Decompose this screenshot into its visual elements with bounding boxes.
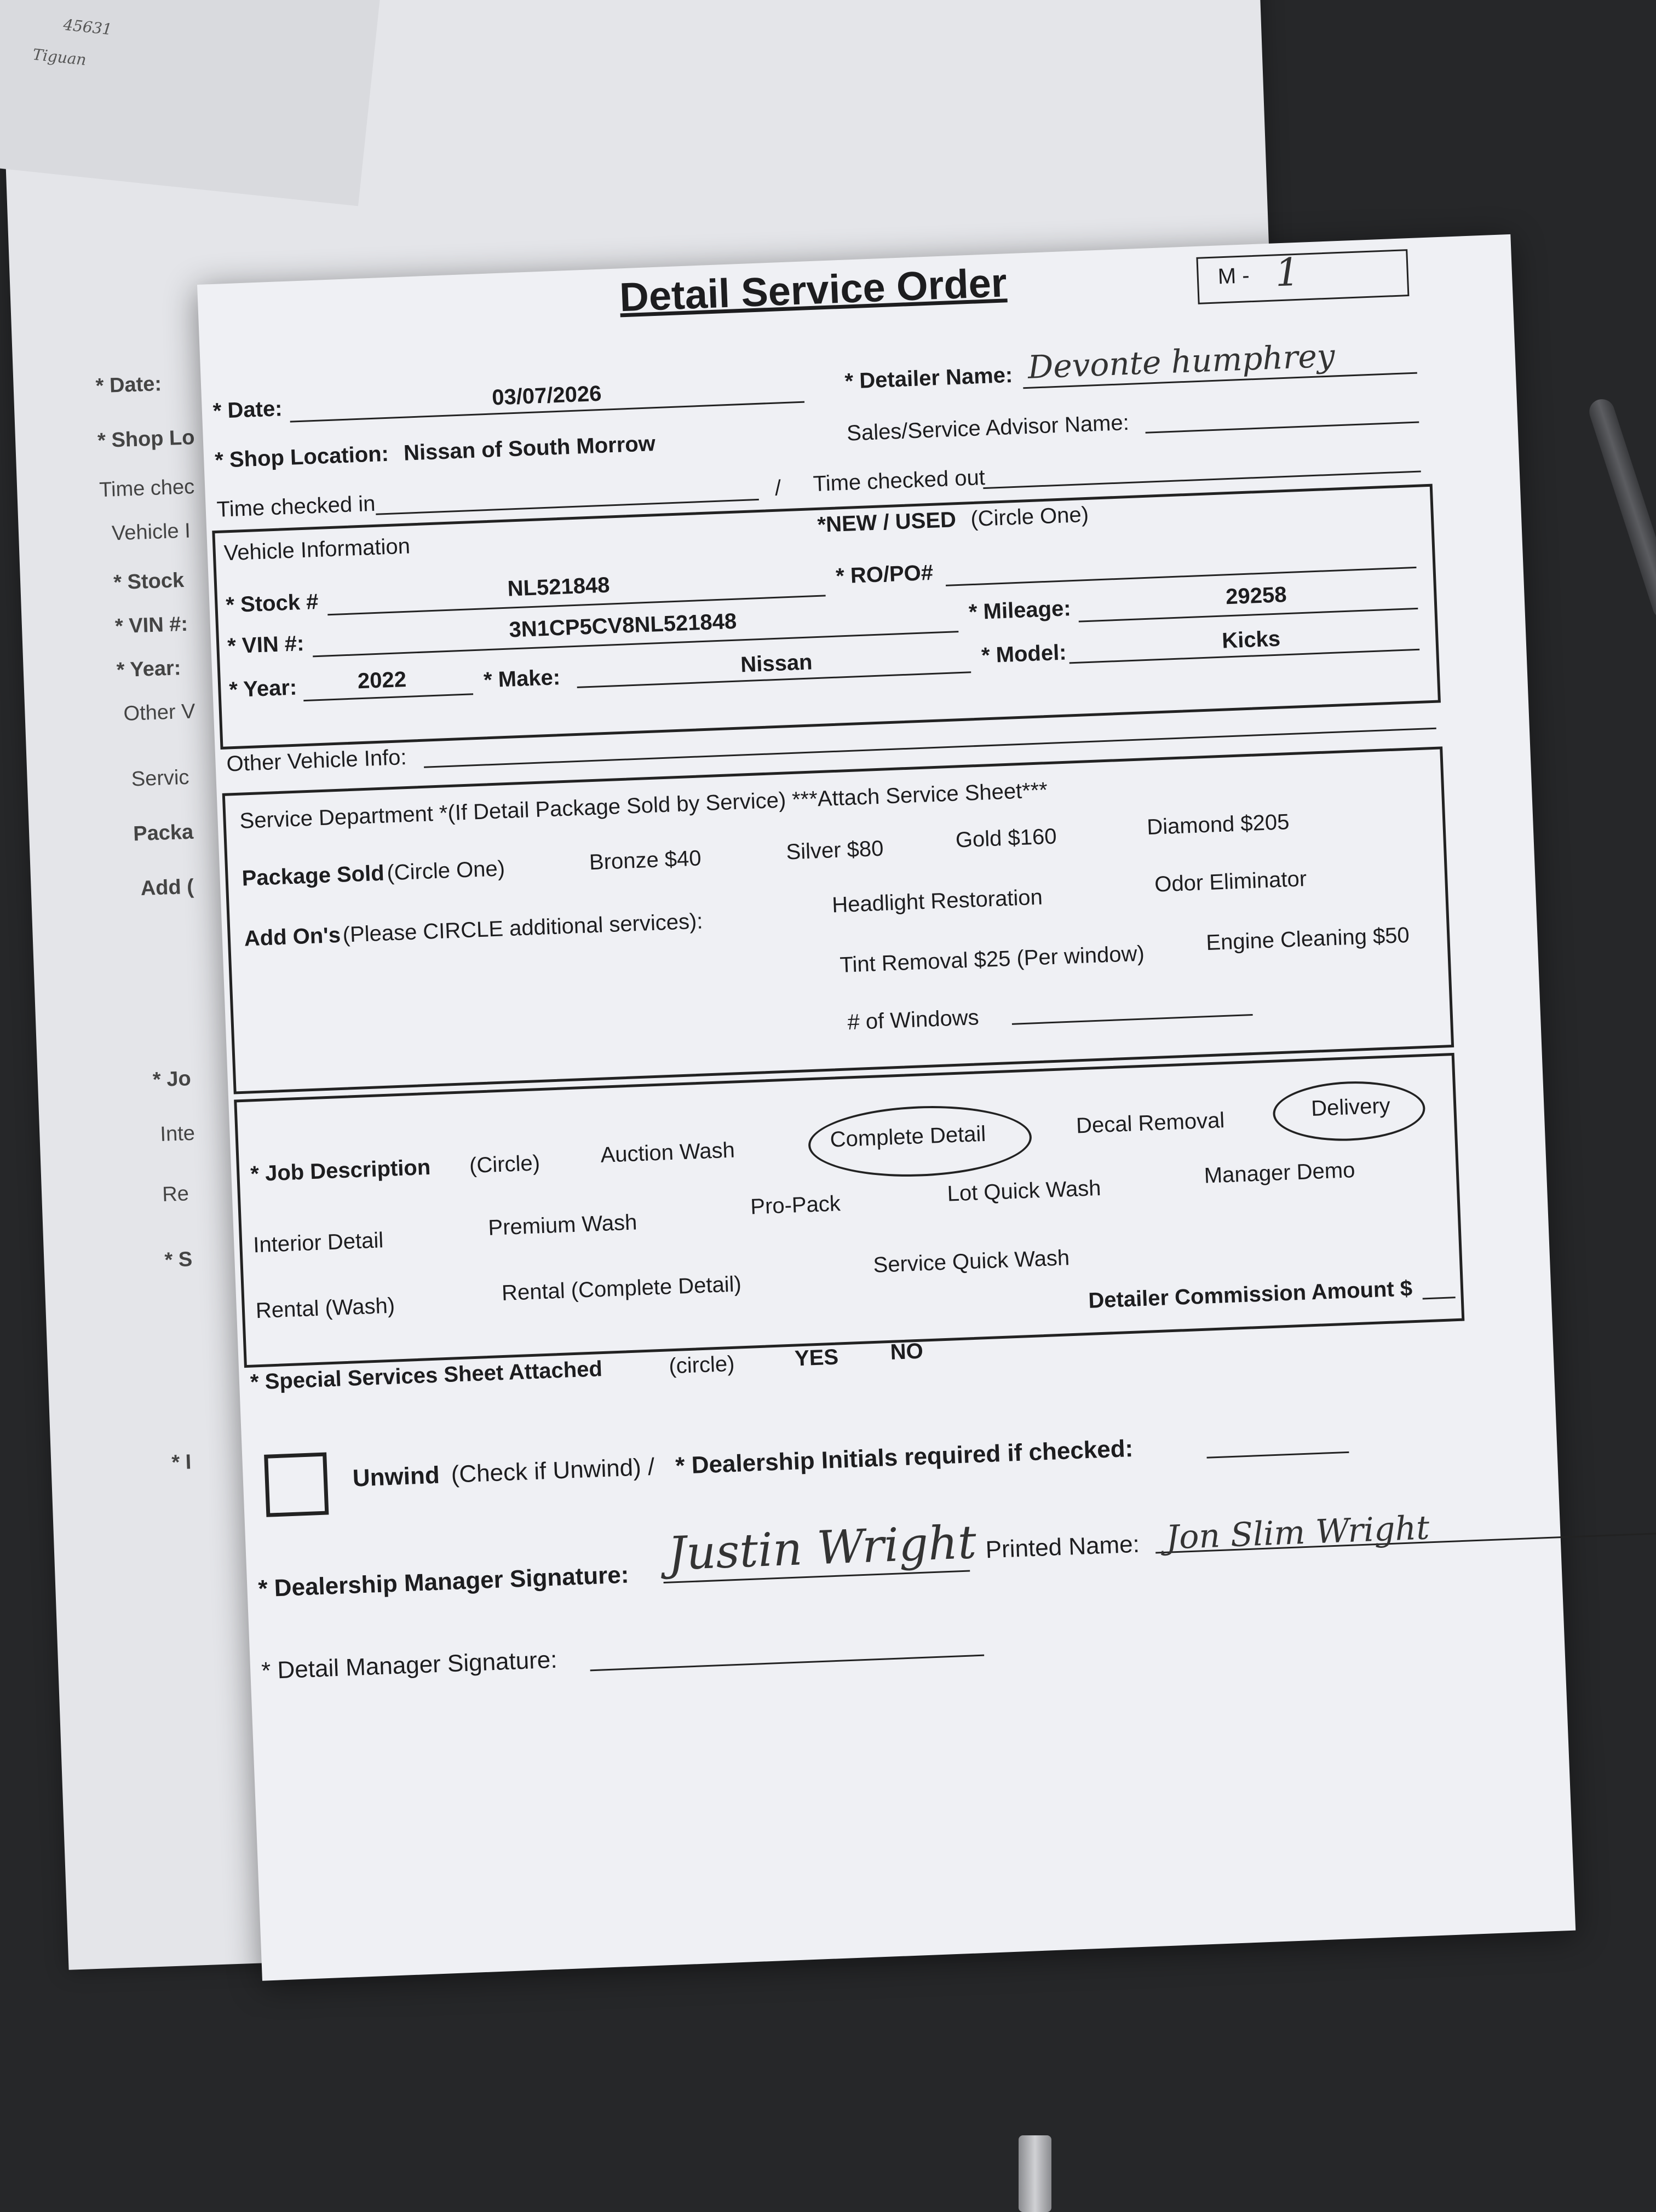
mileage-label: * Mileage: <box>968 596 1072 625</box>
service-heading: Service Department *(If Detail Package Sold by Service) ***Attach Service Sheet*** <box>239 778 1048 833</box>
detailer-label: * Detailer Name: <box>844 362 1014 394</box>
back-label: Vehicle I <box>111 519 191 545</box>
binder-clip <box>1019 2135 1051 2212</box>
shop-label: * Shop Location: <box>214 441 389 473</box>
special-no[interactable]: NO <box>889 1339 924 1364</box>
vin-label: * VIN #: <box>227 631 305 659</box>
job-decal-removal[interactable]: Decal Removal <box>1076 1108 1226 1138</box>
job-rental-wash[interactable]: Rental (Wash) <box>255 1293 395 1323</box>
back-label: Re <box>162 1182 189 1206</box>
other-vehicle-info-label: Other Vehicle Info: <box>226 745 407 776</box>
package-silver[interactable]: Silver $80 <box>785 836 884 865</box>
back-label: * VIN #: <box>114 612 188 638</box>
pen <box>1586 396 1656 623</box>
form-title: Detail Service Order <box>618 260 1008 320</box>
model-label: * Model: <box>981 640 1067 668</box>
make-label: * Make: <box>483 665 561 693</box>
printed-name-label: Printed Name: <box>985 1530 1140 1564</box>
date-value: 03/07/2026 <box>491 381 602 410</box>
package-sold-hint: (Circle One) <box>386 856 505 885</box>
job-lot-quick-wash[interactable]: Lot Quick Wash <box>946 1176 1102 1206</box>
new-used-hint: (Circle One) <box>970 502 1089 532</box>
addon-engine-cleaning[interactable]: Engine Cleaning $50 <box>1205 923 1410 955</box>
job-description-label: * Job Description <box>250 1155 431 1186</box>
time-out-label: Time checked out <box>812 465 986 497</box>
corner-model: Tiguan <box>31 45 88 69</box>
back-label: * Year: <box>116 656 182 682</box>
m-box: M - 1 <box>1196 249 1409 304</box>
job-premium-wash[interactable]: Premium Wash <box>487 1210 638 1240</box>
unwind-label: Unwind <box>352 1461 440 1492</box>
dealer-signature: Justin Wright <box>666 1515 978 1581</box>
new-used-label: *NEW / USED <box>817 508 957 537</box>
back-label: * Stock <box>113 568 185 595</box>
job-rental-complete-detail[interactable]: Rental (Complete Detail) <box>501 1272 742 1305</box>
back-label: Servic <box>131 765 190 791</box>
unwind-initials-label: * Dealership Initials required if checked: <box>675 1435 1134 1480</box>
vehicle-info-box <box>212 484 1441 750</box>
job-service-quick-wash[interactable]: Service Quick Wash <box>872 1246 1070 1277</box>
date-label: * Date: <box>212 396 283 424</box>
special-services-hint: (circle) <box>668 1351 735 1379</box>
year-label: * Year: <box>228 675 298 702</box>
advisor-label: Sales/Service Advisor Name: <box>846 410 1130 446</box>
special-yes[interactable]: YES <box>794 1345 839 1371</box>
vin-value: 3N1CP5CV8NL521848 <box>508 609 737 642</box>
addons-hint: (Please CIRCLE additional services): <box>342 909 704 947</box>
corner-number: 45631 <box>62 15 113 39</box>
vehicle-info-label: Vehicle Information <box>223 534 411 566</box>
job-pro-pack[interactable]: Pro-Pack <box>750 1191 841 1219</box>
detail-manager-signature-label: * Detail Manager Signature: <box>261 1646 558 1685</box>
unwind-checkbox[interactable] <box>264 1453 329 1517</box>
package-diamond[interactable]: Diamond $205 <box>1146 810 1290 840</box>
back-label: Packa <box>133 820 194 846</box>
stock-label: * Stock # <box>225 589 319 618</box>
dealer-signature-label: * Dealership Manager Signature: <box>257 1561 630 1603</box>
job-auction-wash[interactable]: Auction Wash <box>600 1138 735 1167</box>
windows-label: # of Windows <box>847 1005 980 1035</box>
job-manager-demo[interactable]: Manager Demo <box>1203 1158 1356 1188</box>
ro-po-label: * RO/PO# <box>835 560 934 589</box>
special-services-label: * Special Services Sheet Attached <box>250 1357 603 1395</box>
time-in-label: Time checked in <box>216 491 376 522</box>
job-interior-detail[interactable]: Interior Detail <box>252 1228 384 1258</box>
printed-name-value: Jon Slim Wright <box>1165 1508 1430 1557</box>
back-label: Inte <box>159 1121 196 1147</box>
detail-service-order-form: Detail Service Order M - 1 * Date: 03/07/2026 * Detailer Name: Devonte humphrey * Shop Location: Nissan of South Morrow Sales/Service Advisor Name: Time checked in / Time checked out Vehicle Information *NEW / USED (Circle One) * Stock # NL521848 * RO/PO# * VIN #: 3N1CP5CV8NL521848 * Mileage: 29258 * Year: 2022 * Make: Nissan * Model: Kicks Other Vehicle Info: Service Department *(If Detail Package Sold by Service) ***Attach Service Sheet*** Package Sold (Circle One) Bronze $40 Silver $80 Gold $160 Diamond $205 Add On's (Please CIRCLE additional services): Headlight Restoration Odor Eliminator Tint Removal $25 (Per window) Engine Cleaning $50 # of Windows * Job Description (Circle) Auction Wash Complete Detail Decal Removal Delivery Interior Detail Premium Wash Pro-Pack Lot Quick Wash Manager Demo Rental (Wash) Rental (Complete Detail) Service Quick Wash Detailer Commission Amount $ * Special Services Sheet Attached (circle) YES NO Unwind (Check if Unwind) / * Dealership Initials required if checked: * Dealership Manager Signature: Justin Wright Printed Name: Jon Slim Wright * Detail Manager Signature: <box>197 234 1576 1981</box>
shop-value: Nissan of South Morrow <box>403 431 656 465</box>
unwind-hint: (Check if Unwind) / <box>450 1453 656 1488</box>
addons-label: Add On's <box>244 923 341 951</box>
job-description-hint: (Circle) <box>469 1151 540 1178</box>
back-label: * I <box>171 1450 192 1474</box>
back-label: Add ( <box>140 875 194 901</box>
m-box-mark: 1 <box>1274 249 1301 296</box>
service-department-box <box>222 746 1454 1094</box>
package-gold[interactable]: Gold $160 <box>955 824 1057 852</box>
back-label: * Jo <box>152 1067 192 1092</box>
back-label: * Date: <box>95 372 162 398</box>
job-delivery[interactable]: Delivery <box>1310 1093 1391 1121</box>
back-label: Other V <box>123 700 196 725</box>
detailer-value: Devonte humphrey <box>1027 337 1336 386</box>
package-sold-label: Package Sold <box>241 861 385 891</box>
addon-tint-removal[interactable]: Tint Removal $25 (Per window) <box>839 941 1145 977</box>
job-complete-detail[interactable]: Complete Detail <box>829 1121 987 1152</box>
back-label: Time chec <box>99 475 195 502</box>
model-value: Kicks <box>1221 626 1281 653</box>
commission-label: Detailer Commission Amount $ <box>1088 1276 1413 1313</box>
year-value: 2022 <box>357 667 407 694</box>
job-description-box <box>234 1053 1464 1368</box>
back-label: * Shop Lo <box>97 426 196 453</box>
addon-headlight-restoration[interactable]: Headlight Restoration <box>831 885 1043 918</box>
back-label: * S <box>164 1248 193 1272</box>
stock-value: NL521848 <box>507 573 611 601</box>
addon-odor-eliminator[interactable]: Odor Eliminator <box>1154 867 1307 897</box>
mileage-value: 29258 <box>1225 583 1287 609</box>
make-value: Nissan <box>740 650 813 677</box>
package-bronze[interactable]: Bronze $40 <box>589 846 702 875</box>
